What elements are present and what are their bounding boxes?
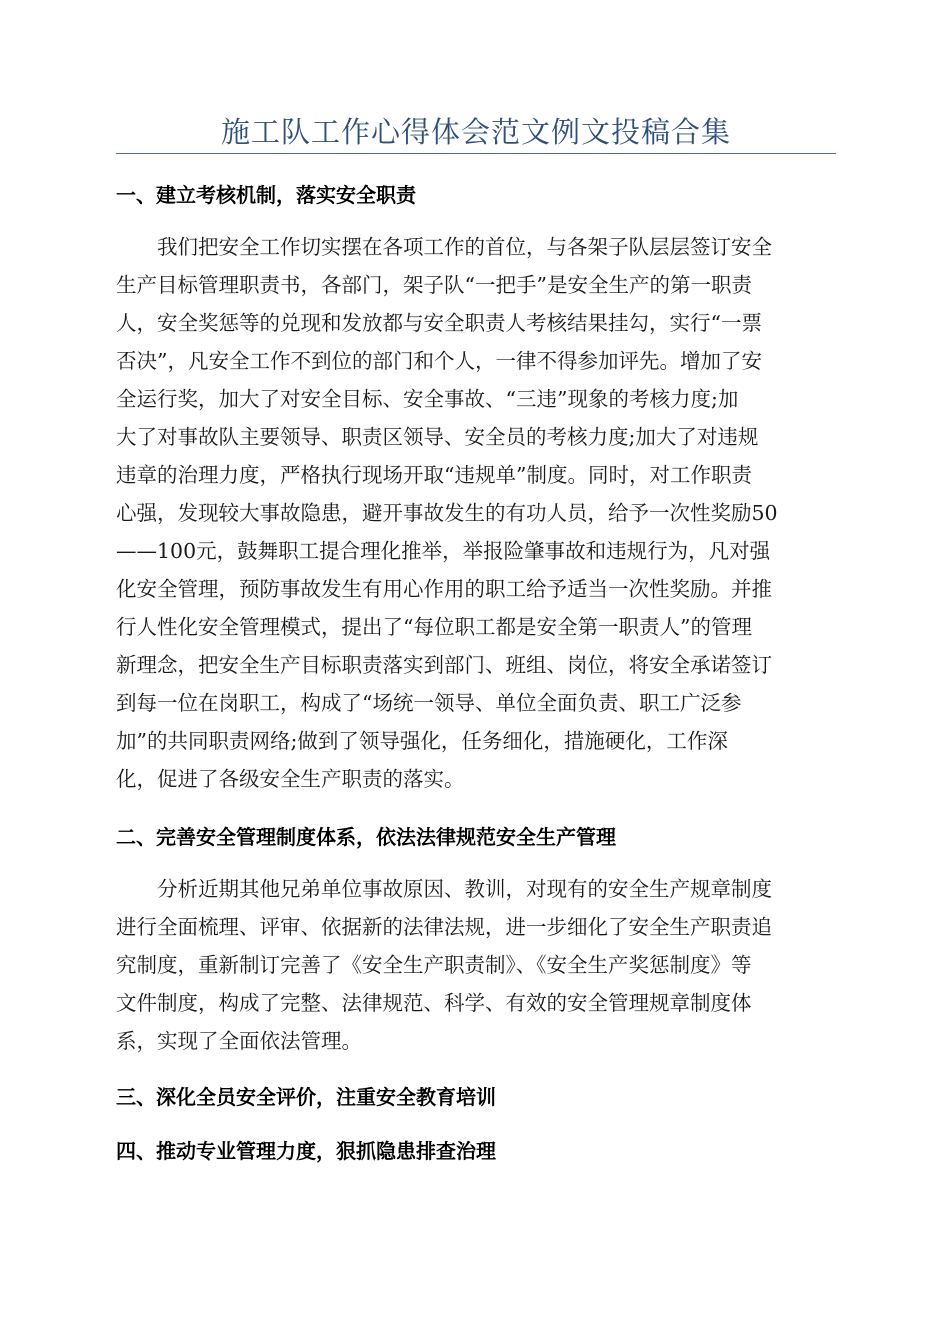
paragraph-line: 我们把安全工作切实摆在各项工作的首位，与各架子队层层签订安全: [116, 235, 772, 259]
paragraph-line: 违章的治理力度，严格执行现场开取“违规单”制度。同时，对工作职责: [116, 463, 752, 487]
title-underline: [116, 153, 836, 154]
paragraph-line: 大了对事故队主要领导、职责区领导、安全员的考核力度;加大了对违规: [116, 425, 759, 449]
paragraph-line: 到每一位在岗职工，构成了“场统一领导、单位全面负责、职工广泛参: [116, 691, 742, 715]
paragraph-line: 心强，发现较大事故隐患，避开事故发生的有功人员，给予一次性奖励50: [116, 501, 778, 525]
paragraph-line: 加”的共同职责网络;做到了领导强化，任务细化，措施硬化，工作深: [116, 729, 728, 753]
paragraph-line: 人，安全奖惩等的兑现和发放都与安全职责人考核结果挂勾，实行“一票: [116, 311, 762, 335]
paragraph-line: 化安全管理，预防事故发生有用心作用的职工给予适当一次性奖励。并推: [116, 577, 772, 601]
section-heading-1: 一、建立考核机制，落实安全职责: [116, 183, 416, 207]
section-heading-4: 四、推动专业管理力度，狠抓隐患排查治理: [116, 1139, 496, 1163]
paragraph-line: 化，促进了各级安全生产职责的落实。: [116, 767, 465, 791]
paragraph-line: 进行全面梳理、评审、依据新的法律法规，进一步细化了安全生产职责追: [116, 915, 772, 939]
paragraph-line: 新理念，把安全生产目标职责落实到部门、班组、岗位，将安全承诺签订: [116, 653, 772, 677]
paragraph-line: 生产目标管理职责书，各部门，架子队“一把手”是安全生产的第一职责: [116, 273, 752, 297]
paragraph-line: ——100元，鼓舞职工提合理化推举，举报险肇事故和违规行为，凡对强: [116, 539, 771, 563]
section-heading-3: 三、深化全员安全评价，注重安全教育培训: [116, 1085, 496, 1109]
paragraph-line: 分析近期其他兄弟单位事故原因、教训，对现有的安全生产规章制度: [116, 877, 772, 901]
section-heading-2: 二、完善安全管理制度体系，依法法律规范安全生产管理: [116, 825, 616, 849]
paragraph-line: 系，实现了全面依法管理。: [116, 1029, 362, 1053]
document-title: 施工队工作心得体会范文例文投稿合集: [220, 115, 731, 149]
paragraph-line: 全运行奖，加大了对安全目标、安全事故、“三违”现象的考核力度;加: [116, 387, 739, 411]
paragraph-line: 究制度，重新制订完善了《安全生产职责制》、《安全生产奖惩制度》等: [116, 953, 752, 977]
paragraph-line: 否决”，凡安全工作不到位的部门和个人，一律不得参加评先。增加了安: [116, 349, 762, 373]
paragraph-line: 行人性化安全管理模式，提出了“每位职工都是安全第一职责人”的管理: [116, 615, 752, 639]
paragraph-line: 文件制度，构成了完整、法律规范、科学、有效的安全管理规章制度体: [116, 991, 752, 1015]
